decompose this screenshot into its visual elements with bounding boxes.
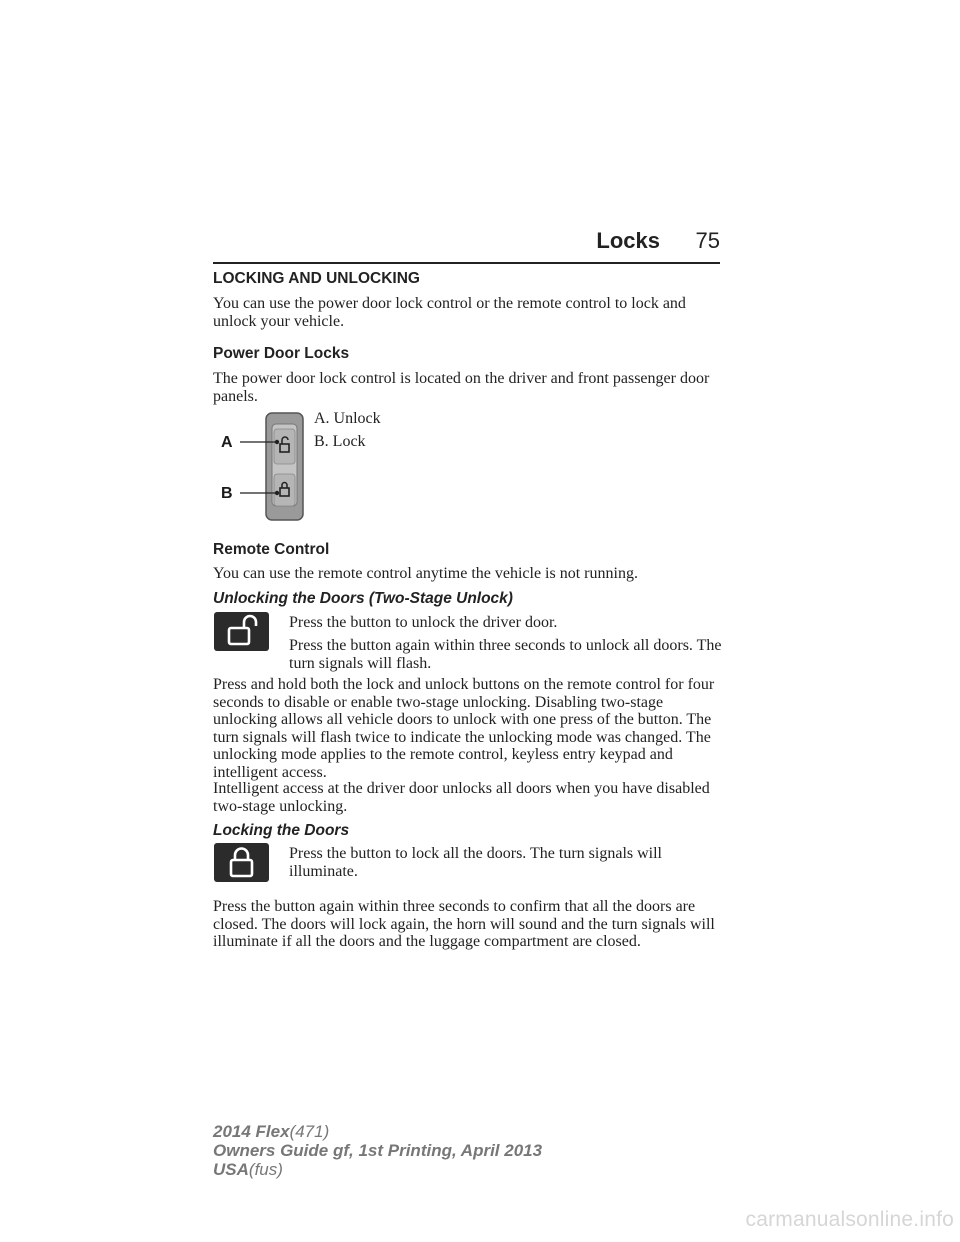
power-door-locks-text: The power door lock control is located on the driver and front passenger door panels.: [213, 370, 710, 405]
legend-lock: B. Lock: [314, 433, 366, 450]
unlocking-heading: Unlocking the Doors (Two-Stage Unlock): [213, 590, 513, 607]
callout-a: A: [221, 434, 233, 451]
page-number: 75: [695, 228, 720, 253]
footer-line-3: [213, 1160, 542, 1179]
footer-line-2: Owners Guide gf, 1st Printing, April 2013: [213, 1141, 543, 1160]
chapter-title: Locks: [596, 228, 660, 253]
lock-icon: [214, 843, 269, 882]
remote-control-text: You can use the remote control anytime the vehicle is not running.: [213, 565, 638, 582]
unlock-step-1: Press the button to unlock the driver door.: [289, 614, 558, 631]
legend-unlock: A. Unlock: [314, 410, 381, 427]
footer-market-code: (fus): [248, 1160, 283, 1179]
unlock-paragraph-1: Press and hold both the lock and unlock buttons on the remote control for four seconds to disable or enable two-stage unlocking. Disabling two-stage unlocking allows all vehicle doors to unlock with one press of the button. The turn signals will flash twice to indicate the unlocking mode was changed. The unlocking mode applies to the remote control, keyless entry keypad and intelligent access.: [213, 676, 715, 781]
footer: [213, 1122, 542, 1179]
remote-control-heading: Remote Control: [213, 541, 330, 558]
unlock-paragraph-2: Intelligent access at the driver door unlocks all doors when you have disabled two-stage unlocking.: [213, 780, 710, 815]
footer-line-1: [213, 1122, 542, 1141]
unlock-step-2: Press the button again within three seconds to unlock all doors. The turn signals will flash.: [289, 637, 722, 672]
watermark: carmanualsonline.info: [745, 1208, 954, 1231]
page-header: [213, 228, 720, 264]
power-door-locks-heading: Power Door Locks: [213, 345, 350, 362]
callout-b: B: [221, 485, 233, 502]
locking-heading: Locking the Doors: [213, 822, 350, 839]
door-lock-switch-illustration: [216, 412, 308, 522]
section-heading: LOCKING AND UNLOCKING: [213, 270, 420, 287]
lock-paragraph-1: Press the button again within three seconds to confirm that all the doors are closed. The doors will lock again, the horn will sound and the turn signals will illuminate if all the doors and the luggage compartment are closed.: [213, 898, 715, 950]
section-intro: You can use the power door lock control or the remote control to lock and unlock your vehicle.: [213, 295, 686, 330]
footer-code: (471): [289, 1122, 330, 1141]
footer-market: USA: [213, 1160, 249, 1179]
unlock-icon: [214, 612, 269, 651]
footer-model: 2014 Flex: [213, 1122, 290, 1141]
lock-step-1: Press the button to lock all the doors. The turn signals will illuminate.: [289, 845, 662, 880]
